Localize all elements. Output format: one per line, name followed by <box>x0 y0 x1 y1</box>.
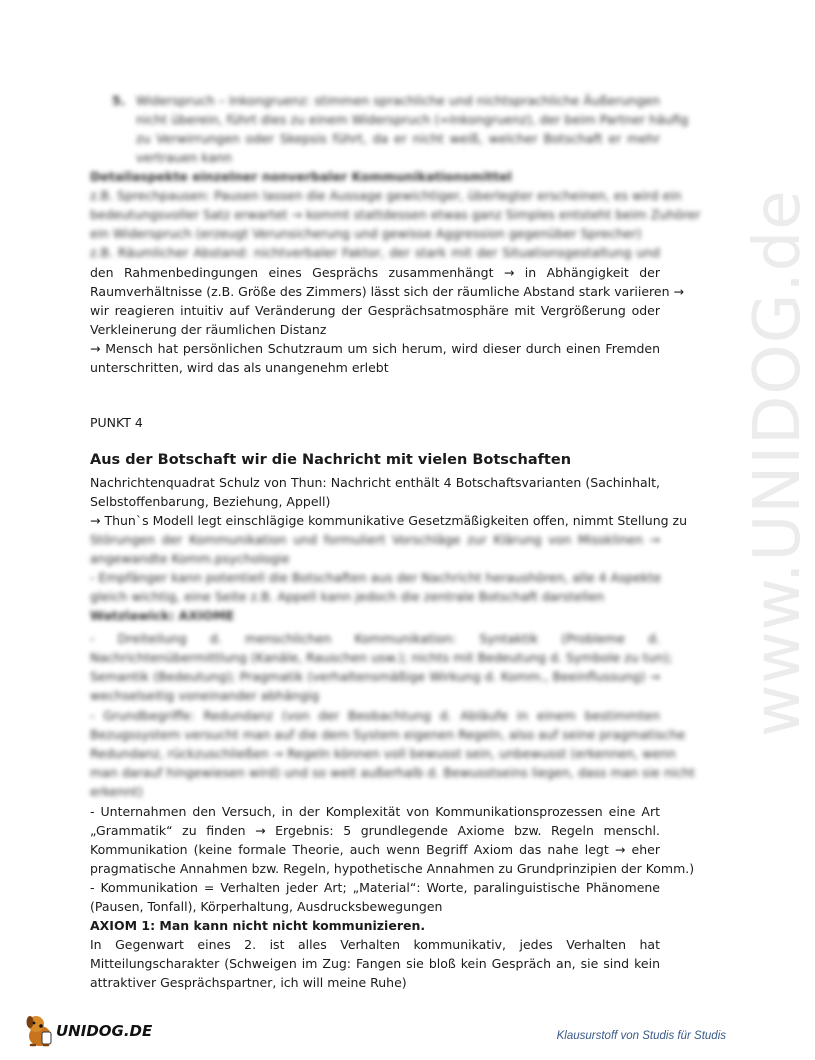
dog-icon <box>22 1012 58 1050</box>
blurred-line: Semantik (Bedeutung); Pragmatik (verhaltensmäßige Wirkung d. Komm., Beeinflussung) → <box>90 669 660 684</box>
blurred-line: z.B. Räumlicher Abstand: nichtverbaler Faktor, der stark mit der Situationsgestaltung und <box>90 245 660 260</box>
blurred-heading: Detailaspekte einzelner nonverbaler Kommunikationsmittel <box>90 169 512 184</box>
blurred-line: Redundanz, rückzuschließen → Regeln können voll bewusst sein, unbewusst (erkennen, wenn <box>90 746 676 761</box>
text-line: Verkleinerung der räumlichen Distanz <box>90 322 327 337</box>
text-line: Kommunikation (keine formale Theorie, auch wenn Begriff Axiom das nahe legt → eher <box>90 842 660 857</box>
text-line: - Kommunikation = Verhalten jeder Art; „Material“: Worte, paralinguistische Phänomene <box>90 880 660 895</box>
blurred-line: man darauf hingewiesen wird) und so weit außerhalb d. Bewusstseins liegen, dass man sie nicht <box>90 765 695 780</box>
blurred-line: z.B. Sprechpausen: Pausen lassen die Aussage gewichtiger, überlegter erscheinen, es wird ein <box>90 188 682 203</box>
blurred-line: wechselseitig voneinander abhängig <box>90 688 320 703</box>
text-line: Mitteilungscharakter (Schweigen im Zug: Fangen sie bloß kein Gespräch an, sie sind kein <box>90 956 660 971</box>
text-line: (Pausen, Tonfall), Körperhaltung, Ausdrucksbewegungen <box>90 899 443 914</box>
text-line: wir reagieren intuitiv auf Veränderung der Gesprächsatmosphäre mit Vergrößerung oder <box>90 303 660 318</box>
blurred-line: gleich wichtig, eine Seite z.B. Appell kann jedoch die zentrale Botschaft darstellen <box>90 589 605 604</box>
text-line: → Mensch hat persönlichen Schutzraum um sich herum, wird dieser durch einen Fremden <box>90 341 660 356</box>
blurred-line: Widerspruch – Inkongruenz: stimmen sprachliche und nichtsprachliche Äußerungen <box>136 93 660 108</box>
blurred-line: - Grundbegriffe: Redundanz (von der Beobachtung d. Abläufe in einem bestimmten <box>90 708 660 723</box>
blurred-line: Störungen der Kommunikation und formuliert Vorschläge zur Klärung von Missklinen → <box>90 532 660 547</box>
blurred-line: - Dreiteilung d. menschlichen Kommunikation: Syntaktik (Probleme d. <box>90 631 660 646</box>
text-line: „Grammatik“ zu finden → Ergebnis: 5 grundlegende Axiome bzw. Regeln menschl. <box>90 823 660 838</box>
text-line: - Unternahmen den Versuch, in der Komplexität von Kommunikationsprozessen eine Art <box>90 804 660 819</box>
text-line: Selbstoffenbarung, Beziehung, Appell) <box>90 494 331 509</box>
blurred-line: bedeutungsvoller Satz erwartet → kommt stattdessen etwas ganz Simples entsteht beim Zuhörer <box>90 207 701 222</box>
section-label: PUNKT 4 <box>90 415 143 430</box>
blurred-line: nicht überein, führt dies zu einem Widerspruch (=Inkongruenz), der beim Partner häufig <box>136 112 689 127</box>
logo-text: UNIDOG.DE <box>56 1022 153 1040</box>
watermark: www.UNIDOG.de <box>741 189 815 737</box>
text-line: den Rahmenbedingungen eines Gesprächs zusammenhängt → in Abhängigkeit der <box>90 265 660 280</box>
text-line: pragmatische Annahmen bzw. Regeln, hypothetische Annahmen zu Grundprinzipien der Komm.) <box>90 861 695 876</box>
blurred-line: zu Verwirrungen oder Skepsis führt, da er nicht weiß, welcher Botschaft er mehr <box>136 131 660 146</box>
text-line: unterschritten, wird das als unangenehm erlebt <box>90 360 389 375</box>
footer-tagline: Klausurstoff von Studis für Studis <box>556 1030 726 1042</box>
blurred-line: Bezugssystem versucht man auf die dem System eigenen Regeln, also auf seine pragmatische <box>90 727 686 742</box>
list-number: 5. <box>112 93 126 108</box>
blurred-line: Nachrichtenübermittlung (Kanäle, Rauschen usw.); nichts mit Bedeutung d. Symbole zu tun); <box>90 650 673 665</box>
text-line: Nachrichtenquadrat Schulz von Thun: Nachricht enthält 4 Botschaftsvarianten (Sachinhalt, <box>90 475 660 490</box>
blurred-line: erkennt) <box>90 784 143 799</box>
section-heading: Aus der Botschaft wir die Nachricht mit vielen Botschaften <box>90 452 572 468</box>
text-line: In Gegenwart eines 2. ist alles Verhalten kommunikativ, jedes Verhalten hat <box>90 937 660 952</box>
blurred-heading: Watzlawick: AXIOME <box>90 608 235 623</box>
blurred-line: vertrauen kann <box>136 150 232 165</box>
text-line: Raumverhältnisse (z.B. Größe des Zimmers) lässt sich der räumliche Abstand stark variieren → <box>90 284 684 299</box>
unidog-logo[interactable] <box>22 1012 157 1052</box>
axiom-heading: AXIOM 1: Man kann nicht nicht kommunizieren. <box>90 918 426 933</box>
blurred-line: angewandte Komm.psychologie <box>90 551 290 566</box>
blurred-line: ein Widerspruch (erzeugt Verunsicherung und gewisse Aggression gegenüber Sprecher) <box>90 226 642 241</box>
blurred-line: - Empfänger kann potentiell die Botschaften aus der Nachricht heraushören, alle 4 Aspekte <box>90 570 662 585</box>
text-line: attraktiver Gesprächspartner, ich will meine Ruhe) <box>90 975 407 990</box>
text-line: → Thun`s Modell legt einschlägige kommunikative Gesetzmäßigkeiten offen, nimmt Stellung zu <box>90 513 688 528</box>
